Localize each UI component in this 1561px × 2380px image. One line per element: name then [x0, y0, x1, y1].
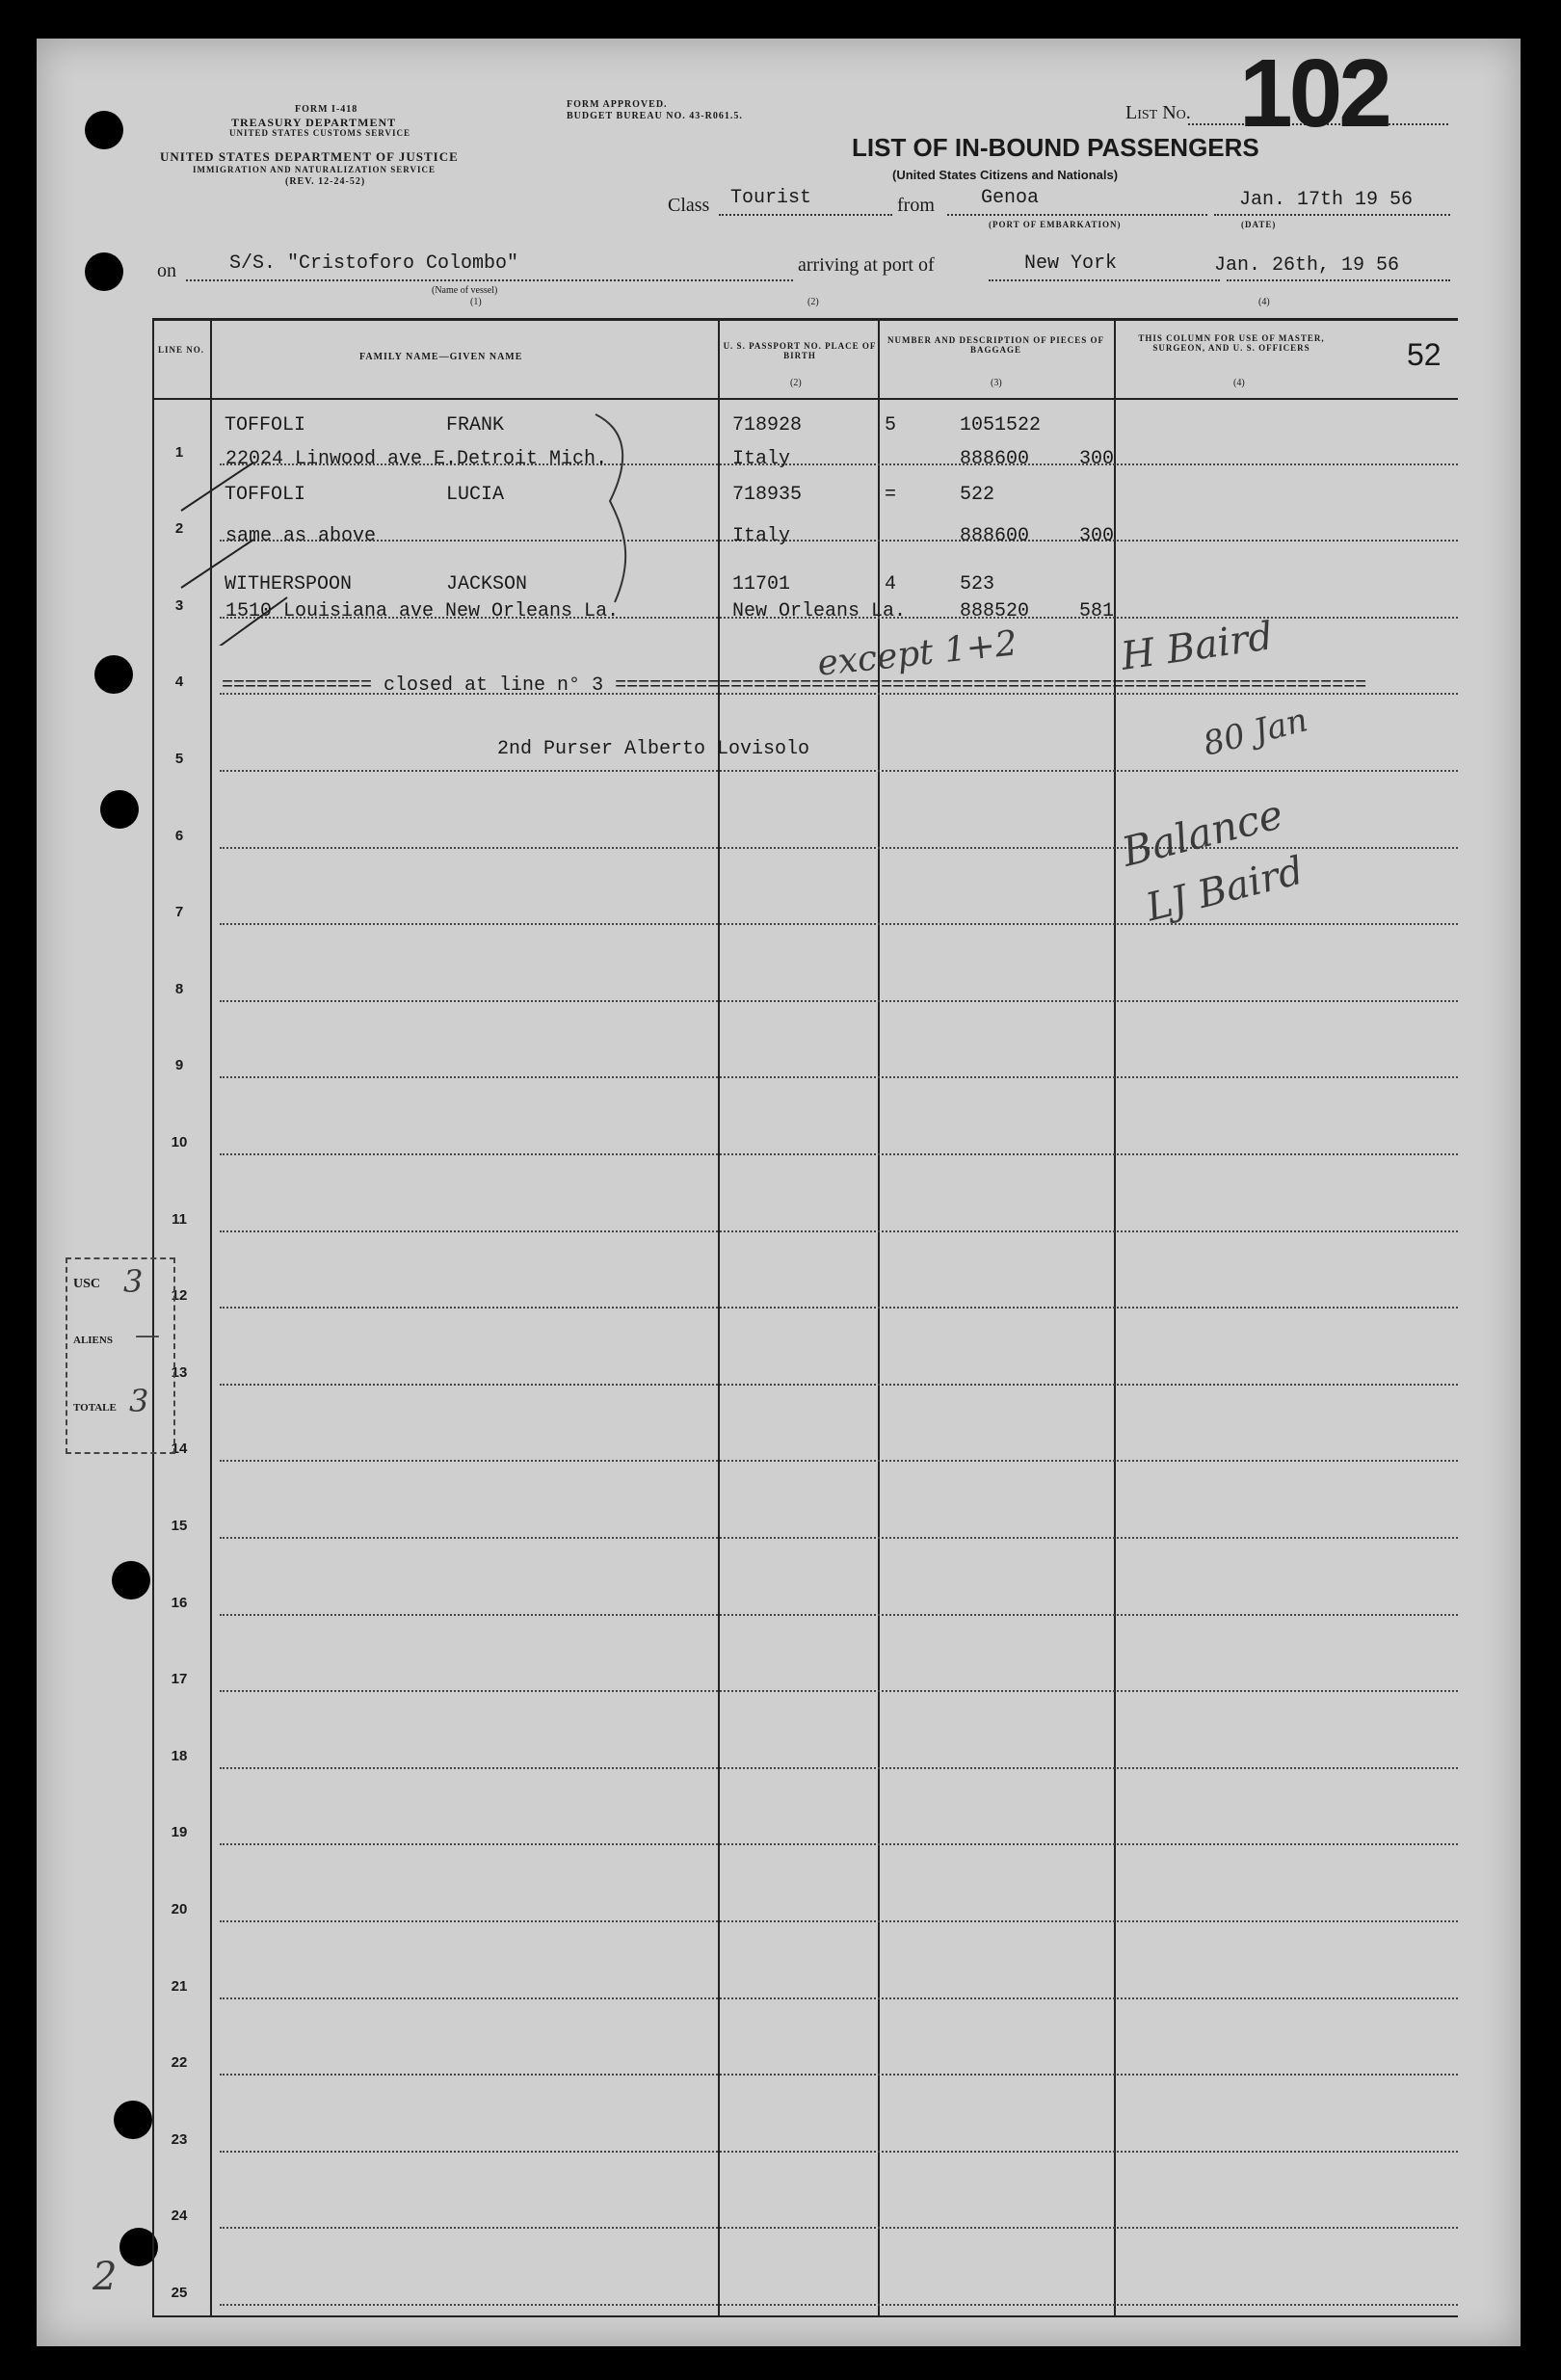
list-no-label: List No.: [1125, 102, 1191, 123]
vessel-caption-number: (1): [470, 297, 482, 307]
closed-at-line: ============= closed at line n° 3 =================================================================: [222, 674, 1367, 697]
arriving-label: arriving at port of: [798, 254, 935, 276]
row-rule: [220, 1384, 1458, 1386]
line-number: 24: [171, 2208, 188, 2225]
baggage-tag: 1051522: [960, 414, 1042, 436]
baggage-tag: 888600: [960, 448, 1030, 470]
row-rule: [220, 2304, 1458, 2306]
from-label: from: [897, 195, 935, 216]
column-header-name: FAMILY NAME—GIVEN NAME: [359, 352, 523, 362]
baggage-tag: 888520: [960, 600, 1030, 622]
row-rule: [220, 1767, 1458, 1769]
line-number: 16: [171, 1594, 188, 1611]
passenger-address: same as above: [225, 525, 377, 547]
port-caption-number: (2): [807, 297, 819, 307]
line-number: 15: [171, 1518, 188, 1534]
total-count: 3: [129, 1383, 149, 1419]
handwritten-signature: LJ Baird: [1141, 848, 1309, 931]
row-rule: [220, 1537, 1458, 1539]
row-rule: [220, 1307, 1458, 1309]
page-subtitle: (United States Citizens and Nationals): [892, 168, 1119, 182]
baggage-weight: 300: [1079, 448, 1115, 470]
passenger-address: 1510 Louisiana ave New Orleans La.: [225, 600, 620, 622]
aliens-count: —: [135, 1321, 160, 1350]
budget-bureau: BUDGET BUREAU NO. 43-R061.5.: [567, 111, 743, 121]
row-rule: [220, 923, 1458, 925]
row-rule: [220, 1000, 1458, 1002]
line-number: 22: [171, 2054, 188, 2072]
revision: (REV. 12-24-52): [285, 176, 366, 187]
punch-hole: [85, 111, 123, 149]
passenger-address: 22024 Linwood ave E.Detroit Mich.: [225, 448, 608, 470]
passenger-given-name: JACKSON: [446, 573, 528, 595]
arrival-caption-number: (4): [1258, 297, 1270, 307]
row-rule: [220, 847, 1458, 849]
tally-stamp: [66, 1257, 175, 1454]
usc-label: USC: [73, 1277, 101, 1291]
row-rule: [220, 1843, 1458, 1845]
punch-hole: [94, 655, 133, 694]
corner-mark: 2: [93, 2255, 118, 2299]
baggage-weight: 581: [1079, 600, 1115, 622]
column-header-line-no: LINE NO.: [157, 345, 204, 355]
handwritten-date: 80 Jan: [1199, 701, 1312, 764]
baggage-tag: 523: [960, 573, 995, 595]
punch-hole: [112, 1561, 150, 1600]
row-rule: [220, 1920, 1458, 1922]
baggage-weight: 300: [1079, 525, 1115, 547]
baggage-pieces: =: [885, 484, 897, 506]
row-rule: [220, 2074, 1458, 2076]
check-marks: [172, 395, 673, 646]
handwritten-except: except 1+2: [815, 623, 1019, 684]
column-number-4: (4): [1233, 378, 1245, 388]
row-rule: [220, 2151, 1458, 2153]
departure-date: Jan. 17th 19 56: [1239, 189, 1414, 211]
line-number: 25: [171, 2285, 188, 2301]
baggage-tag: 888600: [960, 525, 1030, 547]
row-rule: [220, 2227, 1458, 2229]
column-number-3: (3): [991, 378, 1002, 388]
punch-hole: [85, 252, 123, 291]
usc-count: 3: [123, 1263, 144, 1300]
passport-number: 718935: [732, 484, 803, 506]
line-number: 5: [174, 751, 184, 767]
line-number: 10: [171, 1134, 188, 1150]
passport-number: 11701: [732, 573, 791, 595]
arrival-date: Jan. 26th, 19 56: [1214, 254, 1400, 277]
total-label: TOTALE: [73, 1402, 117, 1414]
passport-number: 718928: [732, 414, 803, 436]
department-of-justice: UNITED STATES DEPARTMENT OF JUSTICE: [160, 149, 459, 164]
line-number: 14: [171, 1441, 188, 1458]
from-value: Genoa: [981, 187, 1040, 209]
handwritten-signature: H Baird: [1118, 614, 1276, 679]
column-header-officers: THIS COLUMN FOR USE OF MASTER, SURGEON, AND U. S. OFFICERS: [1138, 333, 1325, 353]
line-number: 23: [171, 2130, 188, 2148]
baggage-pieces: 4: [885, 573, 897, 595]
form-number: FORM I-418: [295, 104, 358, 115]
place-of-birth: Italy: [732, 525, 791, 547]
vessel-name: S/S. "Cristoforo Colombo": [229, 252, 519, 275]
line-number: 19: [171, 1824, 188, 1841]
arrival-port: New York: [1024, 252, 1118, 275]
aliens-label: ALIENS: [73, 1335, 113, 1346]
passenger-given-name: FRANK: [446, 414, 505, 436]
form-approved: FORM APPROVED.: [567, 99, 668, 110]
ins-line: IMMIGRATION AND NATURALIZATION SERVICE: [193, 165, 436, 174]
line-number: 17: [171, 1671, 188, 1688]
baggage-pieces: 5: [885, 414, 897, 436]
vessel-caption: (Name of vessel): [432, 285, 498, 296]
passenger-family-name: TOFFOLI: [225, 414, 306, 436]
class-label: Class: [668, 195, 710, 216]
line-number: 20: [171, 1901, 188, 1917]
place-of-birth: Italy: [732, 448, 791, 470]
purser-signature: 2nd Purser Alberto Lovisolo: [497, 738, 810, 760]
row-rule: [220, 1614, 1458, 1616]
line-number: 11: [172, 1210, 187, 1228]
treasury-department: TREASURY DEPARTMENT: [231, 116, 397, 129]
on-label: on: [157, 260, 176, 281]
punch-hole: [114, 2101, 152, 2139]
line-number: 9: [174, 1057, 184, 1074]
handwritten-balance: Balance: [1117, 790, 1288, 876]
line-number: 2: [174, 520, 184, 538]
line-number: 13: [171, 1363, 188, 1381]
line-number: 1: [174, 443, 184, 461]
row-rule: [220, 1460, 1458, 1462]
embarkation-caption: (PORT OF EMBARKATION): [989, 220, 1122, 229]
passenger-given-name: LUCIA: [446, 484, 505, 506]
passenger-family-name: TOFFOLI: [225, 484, 306, 506]
row-rule: [220, 1997, 1458, 1999]
row-rule: [220, 1153, 1458, 1155]
column-header-passport: U. S. PASSPORT NO. PLACE OF BIRTH: [723, 341, 877, 360]
row-rule: [220, 1076, 1458, 1078]
row-rule: [220, 1690, 1458, 1692]
place-of-birth: New Orleans La.: [732, 600, 907, 622]
punch-hole: [100, 790, 139, 829]
column-number-2: (2): [790, 378, 802, 388]
customs-service: UNITED STATES CUSTOMS SERVICE: [229, 128, 410, 138]
line-number: 21: [171, 1977, 188, 1995]
passenger-family-name: WITHERSPOON: [225, 573, 353, 595]
margin-number: 52: [1407, 337, 1442, 372]
class-value: Tourist: [730, 187, 812, 209]
column-header-baggage: NUMBER AND DESCRIPTION OF PIECES OF BAGGAGE: [887, 335, 1104, 355]
row-rule: [220, 1230, 1458, 1232]
line-number: 6: [174, 827, 184, 844]
line-number: 4: [174, 674, 184, 691]
list-number: 102: [1239, 40, 1389, 147]
date-caption: (DATE): [1241, 220, 1277, 229]
document-sheet: [37, 39, 1521, 2346]
line-number: 7: [174, 904, 184, 921]
line-number: 12: [171, 1287, 188, 1305]
row-rule: [220, 770, 1458, 772]
line-number: 18: [171, 1747, 188, 1764]
line-number: 3: [174, 596, 184, 614]
line-number: 8: [174, 980, 184, 997]
baggage-tag: 522: [960, 484, 995, 506]
page-title: LIST OF IN-BOUND PASSENGERS: [852, 133, 1259, 162]
